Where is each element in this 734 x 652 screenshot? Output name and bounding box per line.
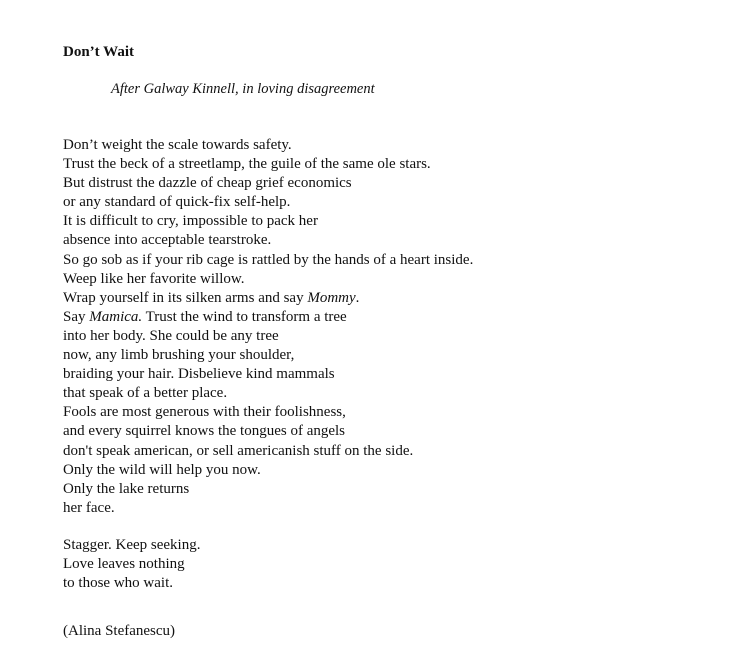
poem-line: now, any limb brushing your shoulder, [63,347,295,364]
line-text: . [355,289,360,306]
poem-line: and every squirrel knows the tongues of angels [63,423,346,440]
italic-word: Mamica. [89,308,143,325]
poem-epigraph: After Galway Kinnell, in loving disagreement [111,81,375,97]
poem-line: But distrust the dazzle of cheap grief economics [63,175,352,192]
italic-word: Mommy [307,289,356,306]
poem-title: Don’t Wait [63,44,134,60]
poem-line: It is difficult to cry, impossible to pack her [63,213,318,230]
poem-line: into her body. She could be any tree [63,327,279,344]
poem-line: Stagger. Keep seeking. [63,537,201,553]
poem-line: So go sob as if your rib cage is rattled by the hands of a heart inside. [63,251,474,268]
poem-line [63,308,473,327]
poem-author: (Alina Stefanescu) [63,623,176,639]
poem-line: Fools are most generous with their foolishness, [63,404,346,421]
poem-line: don't speak american, or sell americanish stuff on the side. [63,442,414,459]
poem-line: her face. [63,499,115,516]
poem-line: braiding your hair. Disbelieve kind mammals [63,366,335,383]
poem-line: Trust the beck of a streetlamp, the guile of the same ole stars. [63,156,431,173]
stanza-2 [63,536,200,593]
poem-line: Only the wild will help you now. [63,461,261,478]
poem-line: Love leaves nothing [63,556,185,573]
poem-line: to those who wait. [63,575,173,592]
stanza-1 [63,136,473,518]
poem-line: absence into acceptable tearstroke. [63,232,272,249]
line-text: Trust the wind to transform a tree [142,308,347,325]
poem-line: Weep like her favorite willow. [63,270,245,287]
poem-line: Don’t weight the scale towards safety. [63,137,292,153]
line-text: Say [63,308,90,325]
poem-line: or any standard of quick-fix self-help. [63,194,291,211]
poem-line: that speak of a better place. [63,385,228,402]
poem-line [63,289,473,308]
line-text: Wrap yourself in its silken arms and say [63,289,308,306]
poem-line: Only the lake returns [63,480,190,497]
